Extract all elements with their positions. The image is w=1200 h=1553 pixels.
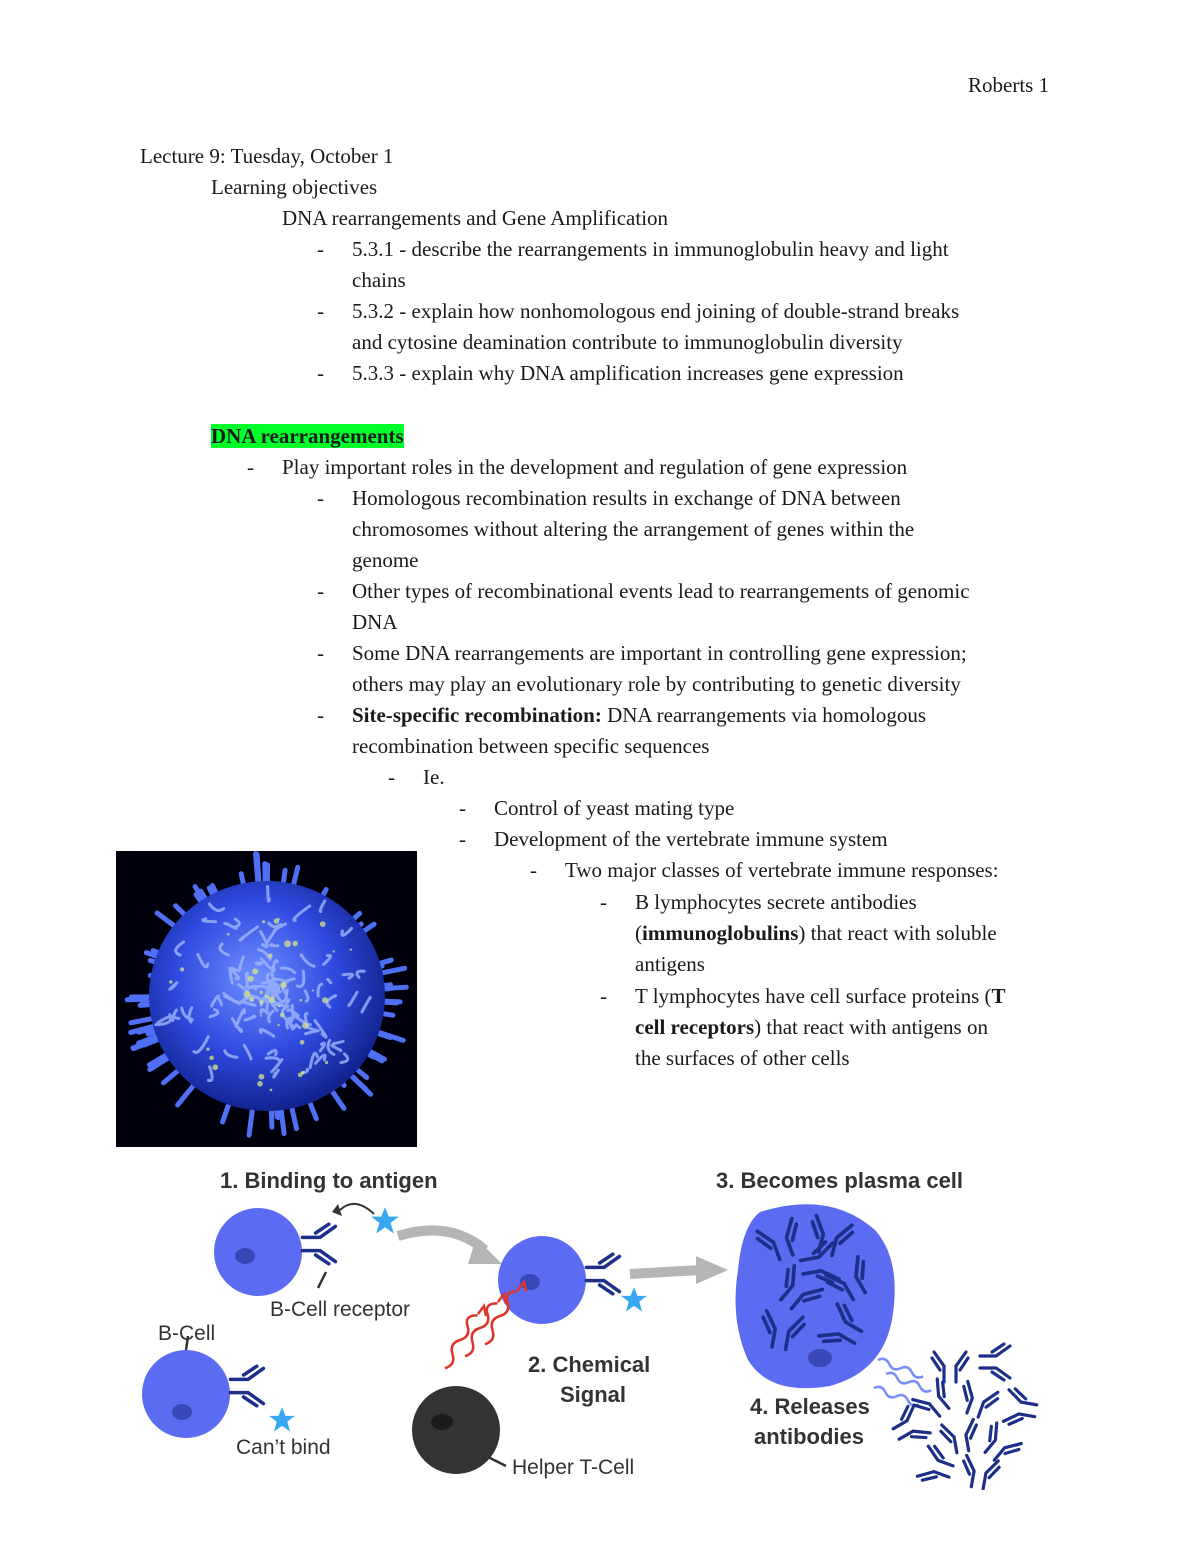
bullet-dash: - — [459, 827, 466, 851]
t-lymphocytes-l2: cell receptors) that react with antigens on — [635, 1015, 988, 1039]
lymphocyte-micrograph — [116, 851, 417, 1147]
step-2-title-l1: 2. Chemical — [528, 1352, 651, 1377]
cant-bind-label: Can’t bind — [236, 1436, 331, 1459]
bullet-dash: - — [317, 237, 324, 261]
b-lymphocytes-l2: (immunoglobulins) that react with soluble — [635, 921, 997, 945]
example-immune: Development of the vertebrate immune system — [494, 827, 888, 851]
step-1-title: 1. Binding to antigen — [220, 1168, 438, 1193]
antibody-icon — [1003, 1388, 1039, 1429]
objectives-heading: Learning objectives — [211, 175, 378, 199]
objective-1-cont: chains — [352, 268, 406, 292]
example-yeast: Control of yeast mating type — [494, 796, 735, 820]
t-lymphocytes-l1: T lymphocytes have cell surface proteins (T — [635, 984, 1006, 1008]
b-cell-activation-diagram — [130, 1160, 1060, 1490]
gene-expression-control-l1: Some DNA rearrangements are important in controlling gene expression; — [352, 641, 967, 665]
site-specific-l1: Site-specific recombination: DNA rearrangements via homologous — [352, 703, 927, 727]
b-cell-label: B-Cell — [158, 1322, 216, 1345]
section-heading: DNA rearrangements — [211, 424, 404, 448]
b-lymphocytes-l1: B lymphocytes secrete antibodies — [635, 890, 917, 914]
objective-2-cont: and cytosine deamination contribute to immunoglobulin diversity — [352, 330, 903, 354]
bullet-dash: - — [600, 984, 607, 1008]
ie-label: Ie. — [423, 765, 445, 789]
step-4-title-l2: antibodies — [754, 1424, 865, 1449]
objective-1: 5.3.1 - describe the rearrangements in immunoglobulin heavy and light — [352, 237, 949, 261]
bullet-dash: - — [388, 765, 395, 789]
bullet-dash: - — [317, 641, 324, 665]
t-lymphocytes-l3: the surfaces of other cells — [635, 1046, 850, 1070]
b-cell-binding — [214, 1204, 399, 1296]
recombinational-events-l2: DNA — [352, 610, 398, 634]
bullet-dash: - — [247, 455, 254, 479]
antibody-icon — [980, 1344, 1010, 1380]
bullet-dash: - — [317, 486, 324, 510]
objective-2: 5.3.2 - explain how nonhomologous end joining of double-strand breaks — [352, 299, 960, 323]
bullet-dash: - — [600, 890, 607, 914]
bullet-dash: - — [317, 299, 324, 323]
release-arrows — [873, 1357, 932, 1407]
objective-3: 5.3.3 - explain why DNA amplification increases gene expression — [352, 361, 904, 385]
homologous-recombination-l3: genome — [352, 548, 419, 572]
site-specific-term: Site-specific recombination: — [352, 703, 602, 727]
site-specific-l2: recombination between specific sequences — [352, 734, 710, 758]
homologous-recombination-l2: chromosomes without altering the arrangement of genes within the — [352, 517, 915, 541]
step-2-title-l2: Signal — [560, 1382, 627, 1407]
gene-expression-control-l2: others may play an evolutionary role by contributing to genetic diversity — [352, 672, 961, 696]
bullet-dash: - — [317, 579, 324, 603]
helper-t-cell — [412, 1386, 506, 1474]
plasma-cell — [736, 1204, 895, 1388]
antibody-icon — [917, 1444, 958, 1488]
b-cell-activated — [498, 1236, 647, 1324]
released-antibodies — [887, 1344, 1039, 1490]
b-lymphocytes-l3: antigens — [635, 952, 705, 976]
bullet-dash: - — [317, 361, 324, 385]
homologous-recombination-l1: Homologous recombination results in exchange of DNA between — [352, 486, 901, 510]
step-4-title-l1: 4. Releases — [750, 1394, 870, 1419]
bullet-dash: - — [530, 858, 537, 882]
bullet-dash: - — [317, 703, 324, 727]
step-3-title: 3. Becomes plasma cell — [716, 1168, 964, 1193]
b-cell-no-binding — [142, 1336, 295, 1438]
helper-t-cell-label: Helper T-Cell — [512, 1456, 635, 1479]
progress-arrow — [630, 1270, 700, 1274]
antibody-icon — [940, 1419, 981, 1455]
running-head: Roberts 1 — [968, 73, 1050, 97]
point-roles: Play important roles in the development and regulation of gene expression — [282, 455, 908, 479]
immune-classes: Two major classes of vertebrate immune responses: — [565, 858, 999, 882]
bullet-dash: - — [459, 796, 466, 820]
recombinational-events-l1: Other types of recombinational events lead to rearrangements of genomic — [352, 579, 970, 603]
progress-arrow — [398, 1230, 485, 1250]
antibody-icon — [887, 1403, 931, 1449]
objectives-topic: DNA rearrangements and Gene Amplification — [282, 206, 669, 230]
lecture-title: Lecture 9: Tuesday, October 1 — [140, 144, 394, 168]
antibody-icon — [956, 1381, 1000, 1422]
b-cell-receptor-label: B-Cell receptor — [270, 1298, 411, 1321]
